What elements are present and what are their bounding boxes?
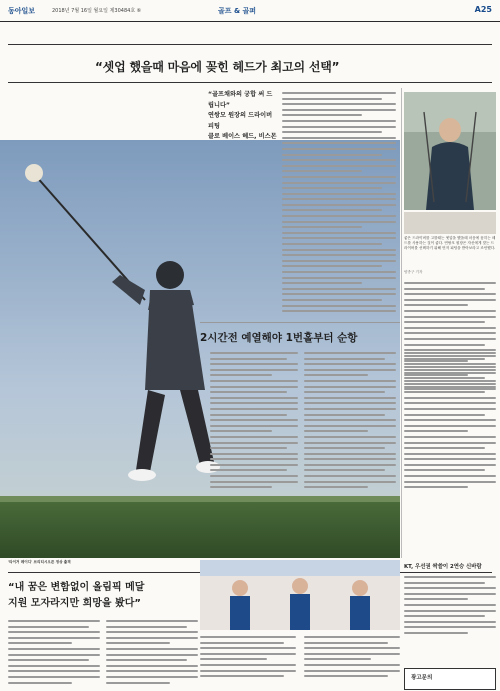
pull-quote-line: “골프채와의 궁합 써 드립니다”	[208, 91, 273, 109]
byline: 양종구 기자	[404, 270, 423, 274]
fitting-photo-caption: 좋은 드라이버를 고를때는 셋업을 했을때 마음에 꽂히는 헤드를 사용하는 것이 좋다. 연쌍모 원장은 자신에게 맞는 드라이버를 선택하기 위해 먼저 피팅을 받아보라고 조언했다.	[404, 236, 496, 250]
volleyball-headline	[8, 580, 198, 612]
pull-quote-line: 연쌍모 원장의 드라이버 피팅	[208, 112, 273, 130]
masthead	[0, 0, 500, 22]
kt-body	[404, 576, 496, 634]
headline-rule	[8, 82, 492, 83]
article3-body-col2	[106, 620, 198, 687]
club-heads-photo	[404, 212, 496, 234]
golf-photo-caption-title: '타이거 레이디' 브리티시오픈 정상 출격	[8, 560, 71, 564]
article3-body-col3	[200, 636, 296, 681]
article2-body-col1	[210, 352, 298, 492]
article3-body-col4	[304, 636, 400, 681]
main-headline: “셋업 했을때 마음에 꽂힌 헤드가 최고의 선택”	[95, 60, 340, 74]
kt-article	[404, 562, 496, 638]
article2-body-col2	[304, 352, 396, 492]
volleyball-headline-line: 지원 모자라지만 희망을 봤다”	[8, 598, 141, 609]
subheadline: 2시간전 예열해야 1번홀부터 순항	[200, 332, 358, 344]
pull-quote-line: 클로 베이스 헤드, 비스몬	[208, 133, 277, 140]
top-rule	[8, 44, 492, 45]
kt-headline: KT, 우선권 싹쓸이 2연승 신바람	[404, 564, 482, 570]
headline2-rule	[200, 322, 400, 323]
page-number: A25	[474, 5, 492, 14]
ad-box	[404, 668, 496, 690]
fitting-photo	[404, 92, 496, 210]
column-divider	[401, 88, 402, 558]
section-title: 골프 & 골퍼	[218, 7, 257, 15]
volleyball-headline-line: “내 꿈은 변함없이 올림픽 메달	[8, 582, 145, 593]
issue-date: 2018년 7월 16일 월요일 제30484호 ⑥	[52, 8, 142, 14]
ad-label: 광고문의	[411, 675, 433, 681]
article2-body-col3	[404, 352, 496, 492]
article1-body	[282, 92, 396, 316]
newspaper-logo: 동아일보	[8, 7, 36, 15]
volleyball-photo	[200, 560, 400, 630]
article3-body-col1	[8, 620, 100, 687]
